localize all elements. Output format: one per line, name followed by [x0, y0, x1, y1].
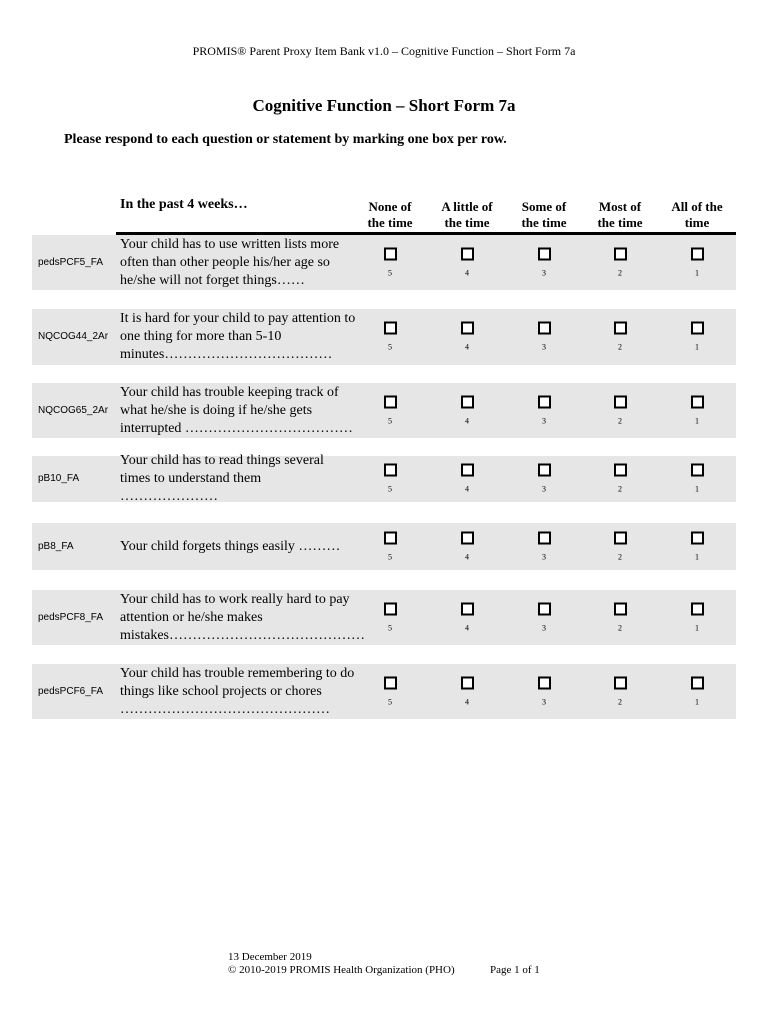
column-header-line2: the time: [367, 215, 413, 230]
checkbox[interactable]: [461, 247, 474, 260]
footer-date: 13 December 2019: [228, 951, 312, 963]
option-value: 2: [618, 552, 622, 561]
item-id: pB10_FA: [38, 473, 80, 484]
checkbox[interactable]: [538, 464, 551, 477]
checkbox[interactable]: [538, 602, 551, 615]
option-value: 4: [465, 697, 469, 706]
response-option: [582, 247, 658, 278]
option-value: 3: [542, 268, 546, 277]
response-option: [429, 322, 505, 353]
checkbox[interactable]: [614, 247, 627, 260]
checkbox[interactable]: [614, 676, 627, 689]
checkbox[interactable]: [691, 464, 704, 477]
option-value: 5: [388, 623, 392, 632]
column-header-line1: A little of: [441, 199, 493, 214]
response-option: [582, 531, 658, 562]
form-title: Cognitive Function – Short Form 7a: [252, 96, 516, 115]
checkbox[interactable]: [384, 395, 397, 408]
column-header: [659, 199, 735, 231]
checkbox[interactable]: [461, 395, 474, 408]
checkbox[interactable]: [691, 247, 704, 260]
response-option: [429, 395, 505, 426]
checkbox[interactable]: [614, 602, 627, 615]
checkbox[interactable]: [614, 531, 627, 544]
response-option: [352, 247, 428, 278]
response-option: [659, 602, 735, 633]
option-value: 2: [618, 416, 622, 425]
response-option: [352, 322, 428, 353]
option-value: 3: [542, 342, 546, 352]
column-header-line1: All of the: [671, 199, 723, 214]
response-option: [506, 531, 582, 562]
response-option: [582, 464, 658, 495]
response-option: [659, 395, 735, 426]
item-question: Your child has trouble keeping track of what he/she is doing if he/she gets interrupted ………………………………: [120, 384, 353, 436]
option-value: 2: [618, 342, 622, 352]
option-value: 4: [465, 484, 469, 494]
checkbox[interactable]: [384, 322, 397, 335]
response-option: [506, 464, 582, 495]
item-row: [32, 523, 736, 570]
option-value: 2: [618, 697, 622, 706]
option-value: 4: [465, 552, 469, 561]
response-option: [506, 676, 582, 707]
response-option: [582, 676, 658, 707]
column-header: [429, 199, 505, 231]
option-value: 1: [695, 697, 699, 706]
response-option: [429, 676, 505, 707]
response-option: [582, 602, 658, 633]
response-option: [429, 464, 505, 495]
response-option: [659, 322, 735, 353]
response-option: [506, 247, 582, 278]
checkbox[interactable]: [691, 676, 704, 689]
response-option: [506, 602, 582, 633]
column-header-line2: the time: [597, 215, 643, 230]
checkbox[interactable]: [384, 676, 397, 689]
column-header-line1: Most of: [598, 199, 642, 214]
column-header-line1: Some of: [521, 199, 567, 214]
option-value: 1: [695, 484, 699, 494]
checkbox[interactable]: [614, 464, 627, 477]
column-header: [352, 199, 428, 231]
checkbox[interactable]: [538, 531, 551, 544]
option-value: 1: [695, 342, 699, 352]
column-header-line2: the time: [444, 215, 490, 230]
option-value: 3: [542, 416, 546, 425]
checkbox[interactable]: [538, 247, 551, 260]
response-option: [659, 247, 735, 278]
checkbox[interactable]: [691, 322, 704, 335]
option-value: 1: [695, 416, 699, 425]
checkbox[interactable]: [538, 676, 551, 689]
option-value: 3: [542, 623, 546, 632]
checkbox[interactable]: [461, 464, 474, 477]
response-option: [352, 676, 428, 707]
response-option: [352, 602, 428, 633]
option-value: 4: [465, 416, 469, 425]
item-id: pB8_FA: [38, 540, 74, 552]
item-question: Your child has trouble remembering to do things like school projects or chores ………………………………………: [120, 665, 355, 717]
checkbox[interactable]: [538, 322, 551, 335]
option-value: 1: [695, 623, 699, 632]
response-option: [659, 676, 735, 707]
item-id: NQCOG65_2Ar: [38, 404, 109, 416]
checkbox[interactable]: [461, 676, 474, 689]
option-value: 2: [618, 484, 622, 494]
column-header-line2: time: [684, 215, 710, 230]
option-value: 4: [465, 623, 469, 632]
item-question: It is hard for your child to pay attention to one thing for more than 5-10 minutes………………………………: [120, 311, 356, 362]
response-option: [352, 531, 428, 562]
item-row: [32, 309, 736, 365]
item-row: [32, 453, 736, 504]
option-value: 1: [695, 552, 699, 561]
footer-copyright: © 2010-2019 PROMIS Health Organization (PHO): [228, 964, 455, 976]
instructions: Please respond to each question or statement by marking one box per row.: [64, 132, 507, 147]
checkbox[interactable]: [691, 531, 704, 544]
option-value: 4: [465, 268, 469, 277]
response-option: [506, 395, 582, 426]
checkbox[interactable]: [461, 531, 474, 544]
item-row: [32, 664, 736, 719]
item-id: pedsPCF6_FA: [38, 685, 104, 697]
option-value: 4: [465, 342, 469, 352]
option-value: 5: [388, 416, 392, 425]
checkbox[interactable]: [691, 395, 704, 408]
checkbox[interactable]: [461, 322, 474, 335]
response-option: [506, 322, 582, 353]
item-id: pedsPCF8_FA: [38, 611, 104, 623]
option-value: 5: [388, 697, 392, 706]
option-value: 5: [388, 552, 392, 561]
checkbox[interactable]: [614, 322, 627, 335]
response-option: [429, 602, 505, 633]
checkbox[interactable]: [384, 247, 397, 260]
option-value: 5: [388, 484, 392, 494]
checkbox[interactable]: [384, 464, 397, 477]
response-option: [659, 464, 735, 495]
item-row: [32, 590, 736, 645]
checkbox[interactable]: [461, 602, 474, 615]
item-question: Your child forgets things easily ………: [120, 538, 341, 554]
footer-page: Page 1 of 1: [490, 964, 540, 976]
response-option: [429, 247, 505, 278]
checkbox[interactable]: [614, 395, 627, 408]
item-id: NQCOG44_2Ar: [38, 331, 109, 342]
checkbox[interactable]: [384, 531, 397, 544]
response-option: [429, 531, 505, 562]
option-value: 3: [542, 697, 546, 706]
column-header: [506, 199, 582, 231]
response-option: [582, 322, 658, 353]
option-value: 5: [388, 268, 392, 277]
option-value: 2: [618, 268, 622, 277]
column-header-line2: the time: [521, 215, 567, 230]
item-row: [32, 383, 736, 438]
item-question: Your child has to work really hard to pay attention or he/she makes mistakes……………………………………: [120, 591, 365, 643]
question-header: In the past 4 weeks…: [120, 197, 248, 212]
response-option: [352, 464, 428, 495]
item-id: pedsPCF5_FA: [38, 256, 104, 268]
page-header: PROMIS® Parent Proxy Item Bank v1.0 – Cognitive Function – Short Form 7a: [192, 44, 576, 58]
column-header: [582, 199, 658, 231]
response-option: [352, 395, 428, 426]
checkbox[interactable]: [384, 602, 397, 615]
response-option: [659, 531, 735, 562]
item-row: [32, 235, 736, 290]
option-value: 3: [542, 552, 546, 561]
option-value: 1: [695, 268, 699, 277]
item-question: Your child has to use written lists more often than other people his/her age so he/she will not forget things……: [120, 236, 340, 288]
response-option: [582, 395, 658, 426]
item-question: Your child has to read things several times to understand them …………………: [120, 453, 324, 504]
column-header-line1: None of: [368, 199, 412, 214]
option-value: 2: [618, 623, 622, 632]
checkbox[interactable]: [691, 602, 704, 615]
option-value: 5: [388, 342, 392, 352]
option-value: 3: [542, 484, 546, 494]
checkbox[interactable]: [538, 395, 551, 408]
